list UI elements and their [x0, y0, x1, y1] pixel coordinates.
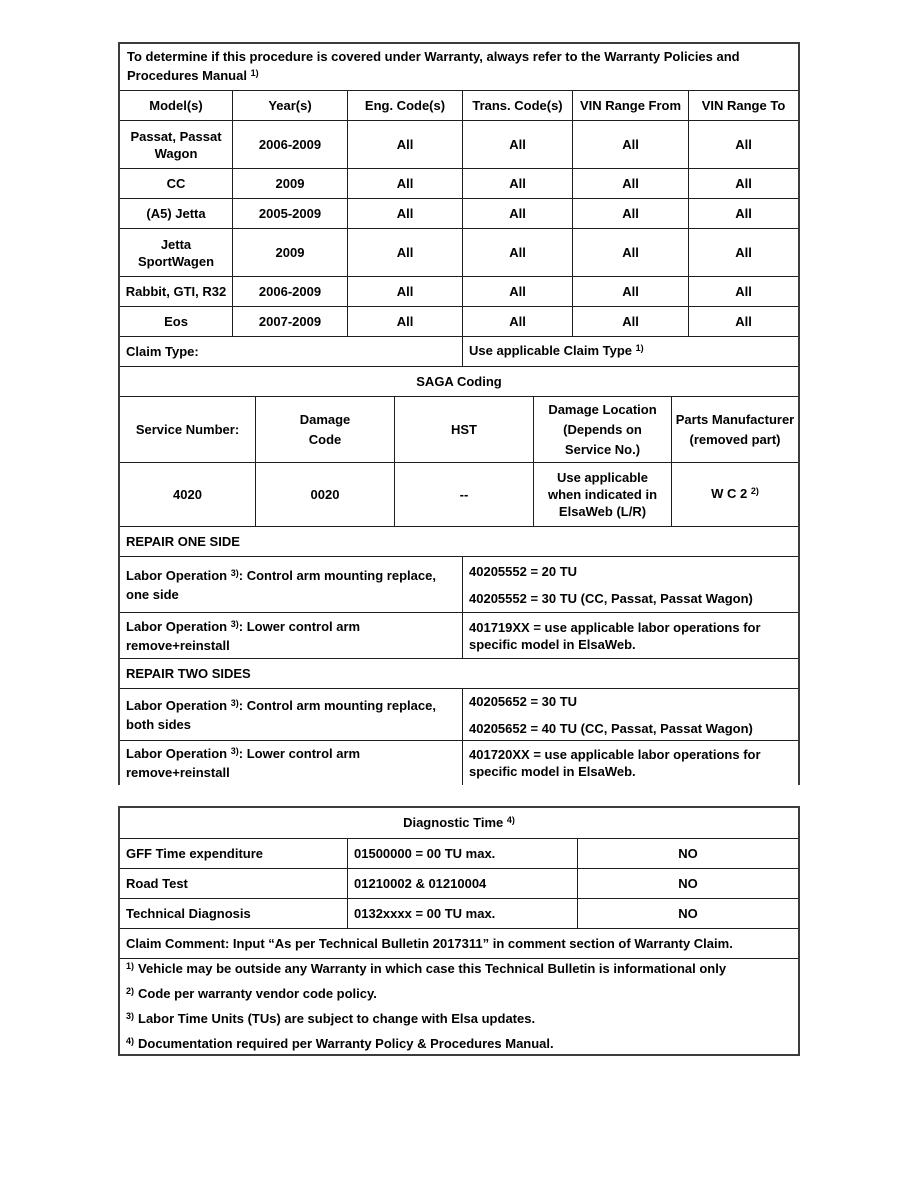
footnote-4: $^{4)}$ Documentation required per Warranty Policy & Procedures Manual. [126, 1035, 554, 1051]
diagnostic-row [120, 898, 798, 928]
footnote-ref-4: 4) [506, 814, 515, 825]
diagnostic-time-table [118, 806, 800, 1056]
vin-from-cell: All [572, 277, 688, 306]
labor-operation-row [120, 688, 798, 740]
labor-operation-label: Labor Operation $^{3)}$: Lower control arm remove+reinstall [126, 746, 361, 780]
diagnostic-label: Road Test [126, 876, 188, 891]
diagnostic-title-row [120, 808, 798, 838]
repair-one-side-title: REPAIR ONE SIDE [126, 534, 240, 549]
years-cell: 2009 [232, 229, 347, 276]
eng-code-cell: All [347, 199, 462, 228]
saga-parts-manufacturer-value: W C 2 $^{2)}$ [671, 463, 798, 526]
col-header-eng-codes: Eng. Code(s) [347, 91, 462, 120]
diagnostic-code: 01500000 = 00 TU max. [347, 839, 577, 868]
claim-comment: Claim Comment: Input “As per Technical Bulletin 2017311” in comment section of Warranty Claim. [126, 936, 733, 951]
trans-code-cell: All [462, 169, 572, 198]
diagnostic-title: Diagnostic Time $^{4)}$ [403, 814, 515, 830]
eng-code-cell: All [347, 229, 462, 276]
footnote-ref-3: 3) [230, 746, 239, 756]
vin-from-cell: All [572, 307, 688, 336]
repair-one-side-header-row [120, 526, 798, 556]
saga-header-parts-manufacturer: Parts Manufacturer (removed part) [671, 397, 798, 462]
labor-operation-row [120, 740, 798, 785]
footnote-1: $^{1)}$ Vehicle may be outside any Warranty in which case this Technical Bulletin is informational only [126, 960, 727, 976]
eng-code-cell: All [347, 307, 462, 336]
trans-code-cell: All [462, 121, 572, 168]
footnote-ref-3: 3) [230, 697, 239, 708]
vin-to-cell: All [688, 229, 798, 276]
saga-header-hst: HST [394, 397, 533, 462]
diagnostic-row [120, 868, 798, 898]
claim-type-label: Claim Type: [126, 344, 199, 359]
labor-operation-row [120, 612, 798, 658]
col-header-trans-codes: Trans. Code(s) [462, 91, 572, 120]
model-cell: Eos [164, 314, 188, 329]
warranty-intro-cell [120, 44, 798, 90]
years-cell: 2007-2009 [232, 307, 347, 336]
vehicle-row [120, 198, 798, 228]
model-cell: Rabbit, GTI, R32 [125, 284, 227, 299]
footnotes-cell [120, 959, 798, 1054]
labor-operation-label: Labor Operation $^{3)}$: Lower control arm remove+reinstall [126, 618, 361, 653]
footnote-2: $^{2)}$ Code per warranty vendor code policy. [126, 985, 377, 1001]
warranty-intro-text: To determine if this procedure is covered under Warranty, always refer to the Warranty Policies and Procedures Manual $^{1)}$ [127, 49, 740, 83]
diagnostic-label: GFF Time expenditure [126, 846, 264, 861]
eng-code-cell: All [347, 121, 462, 168]
claim-type-value: Use applicable Claim Type $^{1)}$ [462, 337, 798, 366]
years-cell: 2005-2009 [232, 199, 347, 228]
saga-header-service-number: Service Number: [135, 421, 240, 437]
diagnostic-allowed: NO [577, 899, 798, 928]
vehicle-row [120, 168, 798, 198]
vehicle-row [120, 306, 798, 336]
footnotes-row [120, 958, 798, 1054]
footnote-ref-1: 1) [635, 343, 644, 353]
vin-to-cell: All [688, 277, 798, 306]
repair-two-sides-header-row [120, 658, 798, 688]
col-header-vin-from: VIN Range From [572, 91, 688, 120]
vin-from-cell: All [572, 229, 688, 276]
trans-code-cell: All [462, 199, 572, 228]
years-cell: 2006-2009 [232, 121, 347, 168]
vin-from-cell: All [572, 121, 688, 168]
saga-damage-location-value: Use applicable when indicated in ElsaWeb (L/R) [533, 463, 671, 526]
model-cell: (A5) Jetta [146, 206, 206, 221]
diagnostic-row [120, 838, 798, 868]
footnote-ref-2: 2) [750, 486, 759, 496]
saga-hst-value: -- [394, 463, 533, 526]
vin-to-cell: All [688, 169, 798, 198]
trans-code-cell: All [462, 229, 572, 276]
years-cell: 2009 [232, 169, 347, 198]
labor-operation-value: 401719XX = use applicable labor operations for specific model in ElsaWeb. [462, 613, 798, 658]
model-cell: CC [166, 176, 186, 191]
vehicle-row [120, 276, 798, 306]
vin-to-cell: All [688, 307, 798, 336]
saga-header-damage-location: Damage Location (Depends on Service No.) [533, 397, 671, 462]
eng-code-cell: All [347, 277, 462, 306]
vehicle-header-row [120, 90, 798, 120]
footnote-ref-1: 1) [250, 68, 259, 78]
labor-operation-row [120, 556, 798, 612]
labor-operation-value: 401720XX = use applicable labor operations for specific model in ElsaWeb. [462, 741, 798, 785]
saga-title: SAGA Coding [416, 374, 502, 389]
saga-data-row [120, 462, 798, 526]
diagnostic-allowed: NO [577, 869, 798, 898]
vehicle-row [120, 120, 798, 168]
saga-service-number-value: 4020 [173, 487, 202, 502]
vin-from-cell: All [572, 169, 688, 198]
footnote-ref-3: 3) [230, 618, 239, 629]
model-cell: Passat, Passat Wagon [130, 128, 222, 161]
warranty-claim-table [118, 42, 800, 785]
saga-header-row [120, 396, 798, 462]
labor-operation-value: 40205652 = 30 TU 40205652 = 40 TU (CC, Passat, Passat Wagon) [462, 689, 798, 740]
trans-code-cell: All [462, 307, 572, 336]
saga-title-row [120, 366, 798, 396]
vin-to-cell: All [688, 199, 798, 228]
footnote-3: $^{3)}$ Labor Time Units (TUs) are subject to change with Elsa updates. [126, 1010, 536, 1026]
labor-operation-label: Labor Operation $^{3)}$: Control arm mounting replace, both sides [126, 697, 436, 732]
diagnostic-allowed: NO [577, 839, 798, 868]
labor-operation-value: 40205552 = 20 TU 40205552 = 30 TU (CC, Passat, Passat Wagon) [462, 557, 798, 612]
diagnostic-code: 0132xxxx = 00 TU max. [347, 899, 577, 928]
model-cell: Jetta SportWagen [137, 236, 215, 269]
warranty-intro-row [120, 44, 798, 90]
saga-header-damage-code: Damage Code [255, 397, 394, 462]
claim-type-row [120, 336, 798, 366]
claim-comment-row [120, 928, 798, 958]
col-header-vin-to: VIN Range To [688, 91, 798, 120]
vin-from-cell: All [572, 199, 688, 228]
col-header-models: Model(s) [149, 98, 203, 113]
trans-code-cell: All [462, 277, 572, 306]
labor-operation-label: Labor Operation $^{3)}$: Control arm mounting replace, one side [126, 567, 436, 602]
diagnostic-code: 01210002 & 01210004 [347, 869, 577, 898]
vin-to-cell: All [688, 121, 798, 168]
diagnostic-label: Technical Diagnosis [126, 906, 251, 921]
repair-two-sides-title: REPAIR TWO SIDES [126, 666, 251, 681]
saga-damage-code-value: 0020 [255, 463, 394, 526]
vehicle-row [120, 228, 798, 276]
eng-code-cell: All [347, 169, 462, 198]
col-header-years: Year(s) [232, 91, 347, 120]
footnote-ref-3: 3) [230, 567, 239, 578]
years-cell: 2006-2009 [232, 277, 347, 306]
